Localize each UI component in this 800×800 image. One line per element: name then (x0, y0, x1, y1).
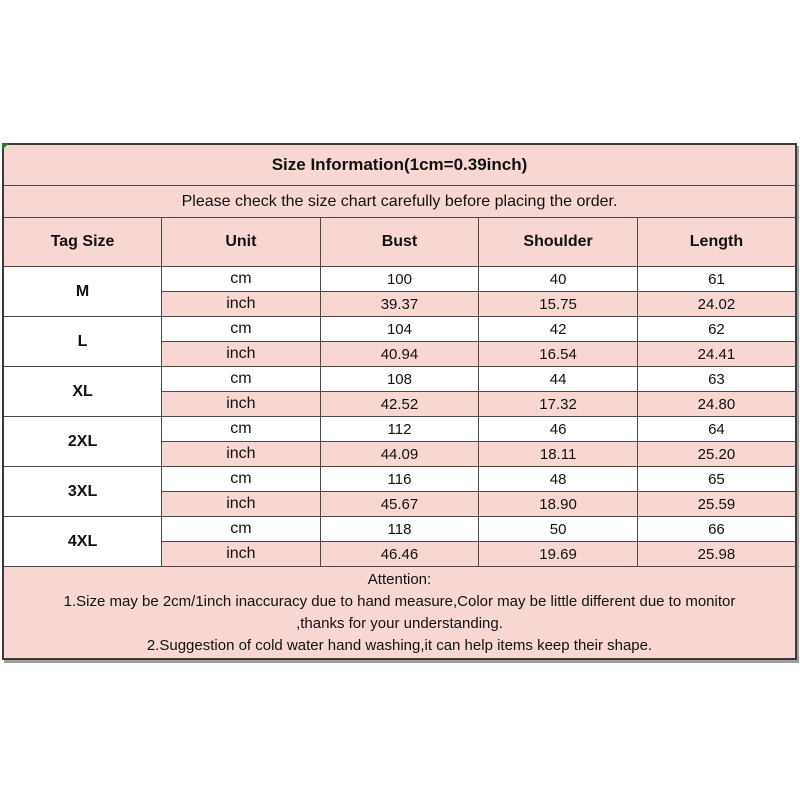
measurement-value: 25.59 (637, 492, 796, 517)
unit-label-inch: inch (162, 542, 321, 567)
size-rows (3, 267, 796, 567)
measurement-value: 46 (479, 417, 638, 442)
measurement-value: 45.67 (320, 492, 479, 517)
measurement-value: 24.02 (637, 292, 796, 317)
column-header-unit: Unit (162, 218, 321, 267)
measurement-value: 65 (637, 467, 796, 492)
unit-label-inch: inch (162, 442, 321, 467)
table-row (3, 317, 796, 342)
measurement-value: 100 (320, 267, 479, 292)
measurement-value: 25.98 (637, 542, 796, 567)
table-row (3, 267, 796, 292)
measurement-value: 104 (320, 317, 479, 342)
tag-size-4xl: 4XL (3, 517, 162, 567)
attention-heading: Attention: (367, 570, 432, 588)
tag-size-xl: XL (3, 367, 162, 417)
table-row (3, 367, 796, 392)
measurement-value: 25.20 (637, 442, 796, 467)
attention-line-2: ,thanks for your understanding. (296, 614, 503, 632)
unit-label-inch: inch (162, 342, 321, 367)
measurement-value: 16.54 (479, 342, 638, 367)
measurement-value: 15.75 (479, 292, 638, 317)
table-subtitle: Please check the size chart carefully before placing the order. (3, 186, 796, 218)
unit-label-cm: cm (162, 267, 321, 292)
tag-size-l: L (3, 317, 162, 367)
measurement-value: 112 (320, 417, 479, 442)
unit-label-inch: inch (162, 492, 321, 517)
column-header-length: Length (637, 218, 796, 267)
unit-label-cm: cm (162, 417, 321, 442)
measurement-value: 44.09 (320, 442, 479, 467)
size-chart-sheet (2, 143, 797, 660)
table-row (3, 517, 796, 542)
measurement-value: 46.46 (320, 542, 479, 567)
measurement-value: 64 (637, 417, 796, 442)
unit-label-inch: inch (162, 292, 321, 317)
measurement-value: 19.69 (479, 542, 638, 567)
measurement-value: 24.80 (637, 392, 796, 417)
measurement-value: 118 (320, 517, 479, 542)
unit-label-inch: inch (162, 392, 321, 417)
measurement-value: 61 (637, 267, 796, 292)
measurement-value: 18.90 (479, 492, 638, 517)
measurement-value: 40.94 (320, 342, 479, 367)
measurement-value: 24.41 (637, 342, 796, 367)
measurement-value: 66 (637, 517, 796, 542)
unit-label-cm: cm (162, 467, 321, 492)
measurement-value: 63 (637, 367, 796, 392)
measurement-value: 39.37 (320, 292, 479, 317)
measurement-value: 18.11 (479, 442, 638, 467)
table-row (3, 467, 796, 492)
unit-label-cm: cm (162, 517, 321, 542)
column-header-bust: Bust (320, 218, 479, 267)
measurement-value: 42 (479, 317, 638, 342)
measurement-value: 44 (479, 367, 638, 392)
measurement-value: 108 (320, 367, 479, 392)
measurement-value: 42.52 (320, 392, 479, 417)
measurement-value: 17.32 (479, 392, 638, 417)
table-header-row (3, 218, 796, 267)
unit-label-cm: cm (162, 367, 321, 392)
measurement-value: 40 (479, 267, 638, 292)
table-row (3, 417, 796, 442)
column-header-shoulder: Shoulder (479, 218, 638, 267)
unit-label-cm: cm (162, 317, 321, 342)
attention-line-3: 2.Suggestion of cold water hand washing,it can help items keep their shape. (146, 636, 653, 654)
column-header-tag-size: Tag Size (3, 218, 162, 267)
tag-size-2xl: 2XL (3, 417, 162, 467)
measurement-value: 116 (320, 467, 479, 492)
measurement-value: 50 (479, 517, 638, 542)
measurement-value: 48 (479, 467, 638, 492)
size-chart-table (2, 143, 797, 660)
attention-line-1: 1.Size may be 2cm/1inch inaccuracy due to hand measure,Color may be little different due to monitor (63, 592, 736, 610)
table-title: Size Information(1cm=0.39inch) (3, 144, 796, 186)
attention-note (3, 567, 796, 660)
tag-size-m: M (3, 267, 162, 317)
measurement-value: 62 (637, 317, 796, 342)
tag-size-3xl: 3XL (3, 467, 162, 517)
